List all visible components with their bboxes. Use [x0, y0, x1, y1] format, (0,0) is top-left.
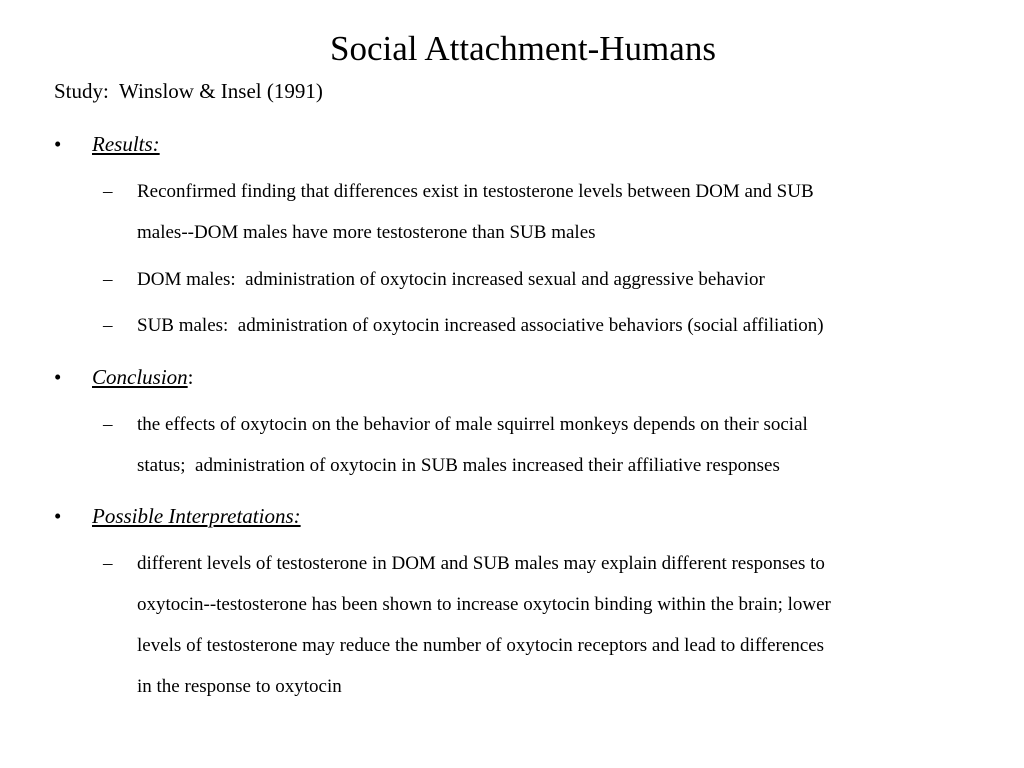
list-item-line: DOM males: administration of oxytocin increased sexual and aggressive behavior: [137, 269, 765, 290]
dash-icon: –: [103, 414, 113, 435]
list-item-line: in the response to oxytocin: [137, 676, 342, 697]
dash-icon: –: [103, 553, 113, 574]
list-item-line: males--DOM males have more testosterone than SUB males: [137, 222, 596, 243]
section-heading-suffix: :: [187, 365, 194, 389]
list-item-line: Reconfirmed finding that differences exist in testosterone levels between DOM and SUB: [137, 181, 814, 202]
bullet-icon: •: [54, 504, 62, 528]
list-item-line: status; administration of oxytocin in SUB males increased their affiliative responses: [137, 455, 780, 476]
section-heading-label: Results:: [92, 132, 160, 156]
section-heading-label: Conclusion: [92, 365, 188, 389]
slide-title: Social Attachment-Humans: [330, 29, 716, 68]
section-heading-label: Possible Interpretations:: [92, 504, 301, 528]
bullet-icon: •: [54, 365, 62, 389]
dash-icon: –: [103, 315, 113, 336]
list-item-line: different levels of testosterone in DOM and SUB males may explain different responses to: [137, 553, 825, 574]
bullet-icon: •: [54, 132, 62, 156]
study-citation: Study: Winslow & Insel (1991): [54, 79, 323, 103]
dash-icon: –: [103, 181, 113, 202]
list-item-line: levels of testosterone may reduce the number of oxytocin receptors and lead to differences: [137, 635, 825, 656]
list-item-line: the effects of oxytocin on the behavior of male squirrel monkeys depends on their social: [137, 414, 808, 435]
dash-icon: –: [103, 269, 113, 290]
list-item-line: oxytocin--testosterone has been shown to increase oxytocin binding within the brain; lower: [137, 594, 831, 615]
list-item-line: SUB males: administration of oxytocin increased associative behaviors (social affiliation): [137, 315, 824, 336]
